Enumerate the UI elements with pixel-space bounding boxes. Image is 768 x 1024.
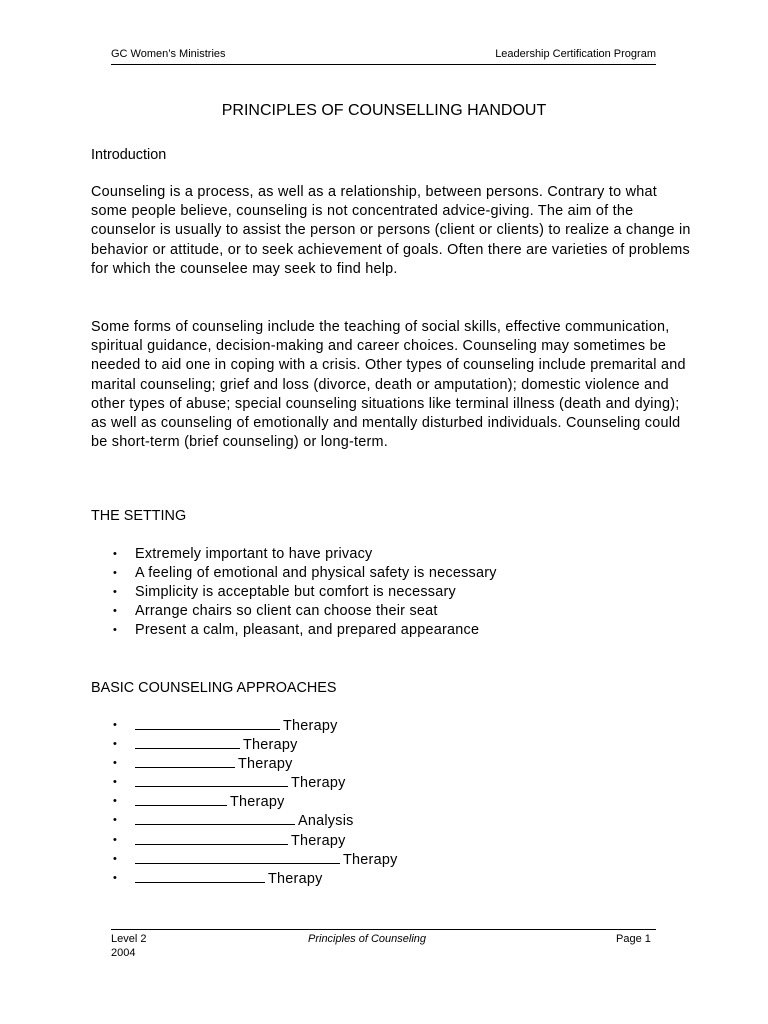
fill-in-blank [135,754,235,768]
approach-item [113,735,398,754]
intro-paragraph-1: Counseling is a process, as well as a relationship, between persons. Contrary to what some people believe, counseling is not concentrated advice-giving. The aim of the counselor is usually to assist the person or persons (client or clients) to realize a change in behavior or attitude, or to seek achievement of goals. Often there are varieties of problems for which the counselee may seek to find help. [91,184,691,277]
footer-year: 2004 [111,947,136,959]
approach-suffix: Therapy [268,870,323,887]
setting-item-text: Present a calm, pleasant, and prepared appearance [135,622,480,639]
fill-in-blank [135,735,240,749]
setting-item-text: A feeling of emotional and physical safety is necessary [135,565,497,582]
fill-in-blank [135,811,295,825]
approach-suffix: Therapy [238,756,293,773]
approach-item [113,831,398,850]
bullet-icon: • [113,567,118,580]
introduction-heading: Introduction [91,147,167,163]
document-title: PRINCIPLES OF COUNSELLING HANDOUT [221,102,547,119]
approaches-list [113,716,398,888]
approach-suffix: Therapy [291,832,346,849]
setting-item-text: Extremely important to have privacy [135,546,373,562]
setting-item [113,564,497,583]
setting-list [113,545,497,640]
approach-item [113,773,398,792]
bullet-icon: • [113,719,118,731]
approach-item [113,869,398,888]
bullet-icon: • [113,852,118,865]
approach-suffix: Analysis [298,813,354,830]
bullet-icon: • [113,814,118,827]
bullet-icon: • [113,605,118,618]
approach-item [113,811,398,830]
bullet-icon: • [113,871,118,884]
setting-item-text: Simplicity is acceptable but comfort is necessary [135,584,456,601]
bullet-icon: • [113,586,118,599]
setting-item [113,545,497,564]
footer-page-number: Page 1 [616,933,651,945]
setting-item [113,602,497,621]
bullet-icon: • [113,738,118,751]
fill-in-blank [135,831,288,845]
header-organization: GC Women’s Ministries [111,48,226,60]
bullet-icon: • [113,795,118,808]
fill-in-blank [135,869,265,883]
approach-suffix: Therapy [291,775,346,792]
bullet-icon: • [113,776,118,789]
approach-item [113,716,398,735]
approaches-heading: BASIC COUNSELING APPROACHES [91,680,337,696]
fill-in-blank [135,716,280,730]
footer-title: Principles of Counseling [308,933,427,945]
footer-level: Level 2 [111,933,147,945]
setting-heading: THE SETTING [91,508,187,524]
running-header [111,48,656,65]
bullet-icon: • [113,548,118,560]
approach-suffix: Therapy [243,737,298,754]
fill-in-blank [135,850,340,864]
setting-item [113,621,497,640]
approach-suffix: Therapy [230,794,285,811]
bullet-icon: • [113,833,118,846]
setting-item-text: Arrange chairs so client can choose their seat [135,603,438,620]
footer-rule [111,929,656,930]
bullet-icon: • [113,757,118,770]
approach-item [113,792,398,811]
fill-in-blank [135,792,227,806]
approach-item [113,850,398,869]
header-program: Leadership Certification Program [495,48,656,60]
setting-item [113,583,497,602]
fill-in-blank [135,773,288,787]
approach-suffix: Therapy [343,851,398,868]
approach-item [113,754,398,773]
approach-suffix: Therapy [283,718,338,734]
bullet-icon: • [113,624,118,637]
intro-paragraph-2: Some forms of counseling include the teaching of social skills, effective communication, spiritual guidance, decision-making and career choices. Counseling may sometimes be needed to aid one in coping with a crisis. Other types of counseling include premarital and marital counseling; grief and loss (divorce, death or amputation); domestic violence and other types of abuse; special counseling situations like terminal illness (death and dying); as well as counseling of emotionally and mentally disturbed individuals. Counseling could be short-term (brief counseling) or long-term. [91,319,686,451]
